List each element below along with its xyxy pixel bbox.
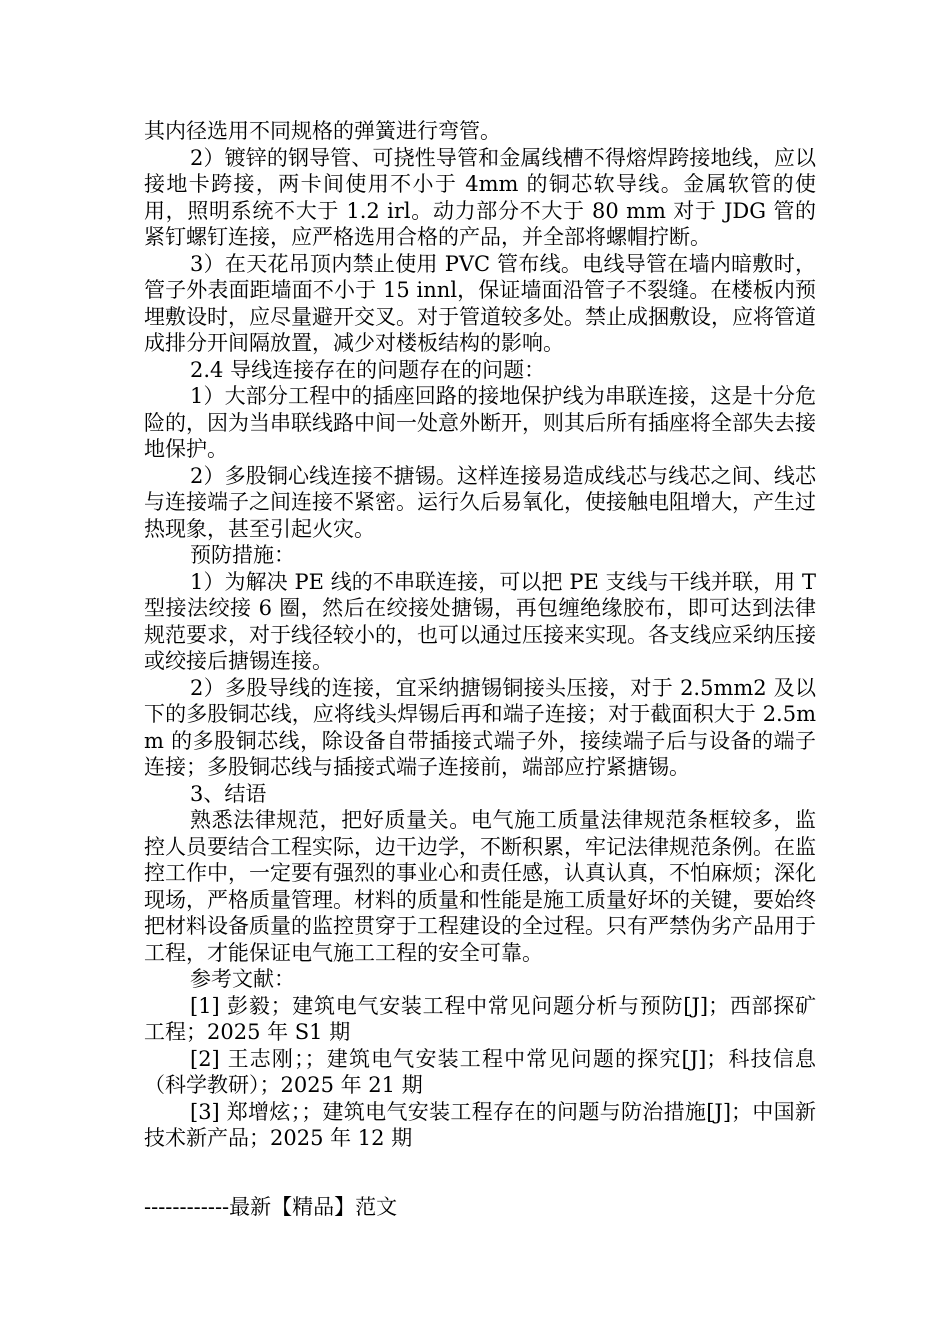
heading-references: 参考文献： — [190, 967, 295, 991]
reference-item-2: [2] 王志刚；；建筑电气安装工程中常见问题的探究[J]；科技信息（科学教研）；2025 年 21 期 — [144, 1046, 816, 1097]
section-heading-conclusion: 3、结语 — [190, 781, 267, 806]
paragraph-pvc-conduit: 3）在天花吊顶内禁止使用 PVC 管布线。电线导管在墙内暗敷时，管子外表面距墙面不小于 15 innl，保证墙面沿管子不裂缝。在楼板内预埋敷设时，应尽量避开交叉。对于管道较多处。禁止成捆敷设，应将管道成排分开间隔放置，减少对楼板结构的影响。 — [144, 251, 816, 355]
paragraph-conduit-grounding: 2）镀锌的钢导管、可挠性导管和金属线槽不得熔焊跨接地线，应以接地卡跨接，两卡间使用不小于 4mm 的铜芯软导线。金属软管的使用，照明系统不大于 1.2 irl。动力部分不大于 80 mm 对于 JDG 管的紧钉螺钉连接，应严格选用合格的产品，并全部将螺帽拧断。 — [144, 145, 817, 249]
paragraph-multistrand-connection: 2）多股导线的连接，宜采纳搪锡铜接头压接，对于 2.5mm2 及以下的多股铜芯线，应将线头焊锡后再和端子连接；对于截面积大于 2.5mm 的多股铜芯线，除设备自带插接式端子外，接续端子后与设备的端子连接；多股铜芯线与插接式端子连接前，端部应拧紧搪锡。 — [144, 675, 816, 779]
document-body — [144, 118, 816, 1152]
section-heading-wire-connection: 2.4 导线连接存在的问题存在的问题： — [190, 357, 546, 382]
heading-preventive-measures: 预防措施： — [190, 543, 295, 567]
reference-item-1: [1] 彭毅；建筑电气安装工程中常见问题分析与预防[J]；西部探矿工程；2025 年 S1 期 — [144, 993, 816, 1044]
paragraph-ground-series: 1）大部分工程中的插座回路的接地保护线为串联连接，这是十分危险的，因为当串联线路中间一处意外断开，则其后所有插座将全部失去接地保护。 — [144, 384, 816, 461]
paragraph-pe-parallel: 1）为解决 PE 线的不串联连接，可以把 PE 支线与干线并联，用 T 型接法绞接 6 圈，然后在绞接处搪锡，再包缠绝缘胶布，即可达到法律规范要求，对于线径较小的，也可以通过压接来实现。各支线应采纳压接或绞接后搪锡连接。 — [144, 569, 816, 673]
reference-item-3: [3] 郑增炫；；建筑电气安装工程存在的问题与防治措施[J]；中国新技术新产品；2025 年 12 期 — [144, 1099, 816, 1150]
paragraph-copper-tinning: 2）多股铜心线连接不搪锡。这样连接易造成线芯与线芯之间、线芯与连接端子之间连接不紧密。运行久后易氧化，使接触电阻增大，产生过热现象，甚至引起火灾。 — [144, 463, 816, 541]
paragraph-conclusion: 熟悉法律规范，把好质量关。电气施工质量法律规范条框较多，监控人员要结合工程实际，边干边学，不断积累，牢记法律规范条例。在监控工作中，一定要有强烈的事业心和责任感，认真认真，不怕麻烦；深化现场，严格质量管理。材料的质量和性能是施工质量好坏的关键，要始终把材料设备质量的监控贯穿于工程建设的全过程。只有严禁伪劣产品用于工程，才能保证电气施工工程的安全可靠。 — [144, 808, 816, 965]
page-footer: ------------最新【精品】范文 — [144, 1195, 398, 1219]
paragraph-continuation: 其内径选用不同规格的弹簧进行弯管。 — [144, 119, 501, 143]
